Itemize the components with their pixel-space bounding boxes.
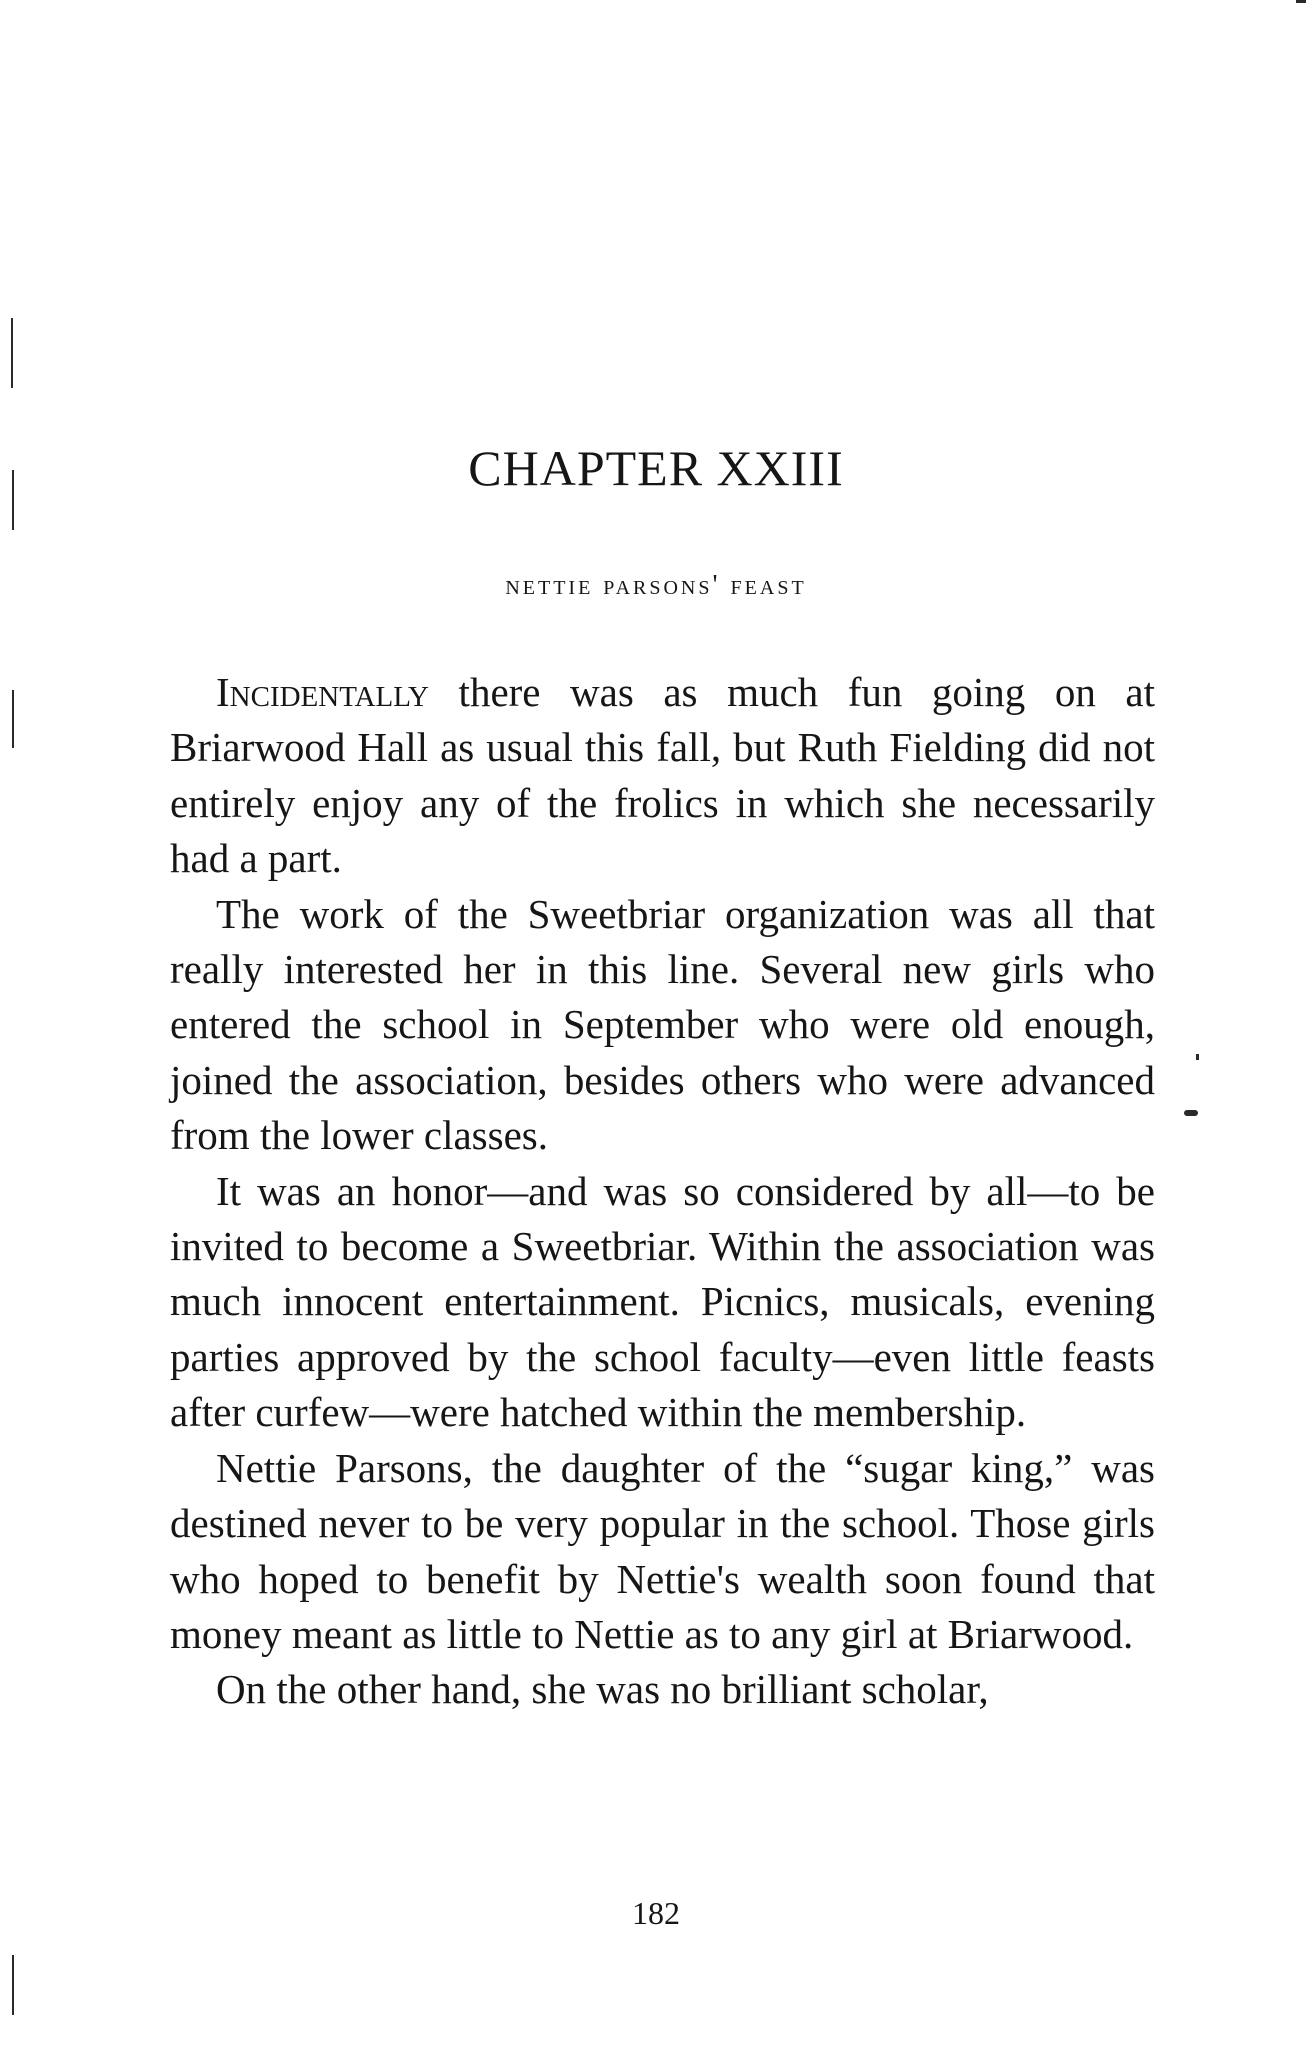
body-text <box>170 665 1155 1718</box>
paragraph: It was an honor—and was so considered by all—to be invited to become a Sweetbriar. Within the association was much innocent entertainment. Picnics, musicals, evening parties approved by the school faculty—even little feasts after curfew—were hatched within the membership. <box>170 1167 1155 1436</box>
scan-edge-mark <box>12 690 14 748</box>
scan-edge-mark <box>1184 1110 1198 1116</box>
paragraph-lead-word: Incidentally <box>216 669 429 715</box>
chapter-heading: CHAPTER XXIII <box>468 440 844 496</box>
page-number: 182 <box>632 1895 680 1931</box>
paragraph: The work of the Sweetbriar organization was all that really interested her in this line. Several new girls who entered the school in September who were old enough, joined the association, besides others who were advanced from the lower classes. <box>170 890 1155 1159</box>
scan-edge-mark <box>1196 1054 1199 1060</box>
scan-edge-mark <box>12 1955 14 2015</box>
chapter-subtitle: nettie parsons' feast <box>505 570 807 601</box>
paragraph <box>170 665 1155 887</box>
scan-edge-mark <box>1296 0 1306 3</box>
paragraph: On the other hand, she was no brilliant scholar, <box>216 1666 989 1713</box>
paragraph-text: there was as much fun going on at Briarwood Hall as usual this fall, but Ruth Fielding did not entirely enjoy any of the frolics in which she necessarily had a part. <box>170 669 1155 882</box>
paragraph: Nettie Parsons, the daughter of the “sugar king,” was destined never to be very popular in the school. Those girls who hoped to benefit by Nettie's wealth soon found that money meant as little to Nettie as to any girl at Briarwood. <box>170 1444 1155 1657</box>
scan-edge-mark <box>11 318 13 388</box>
